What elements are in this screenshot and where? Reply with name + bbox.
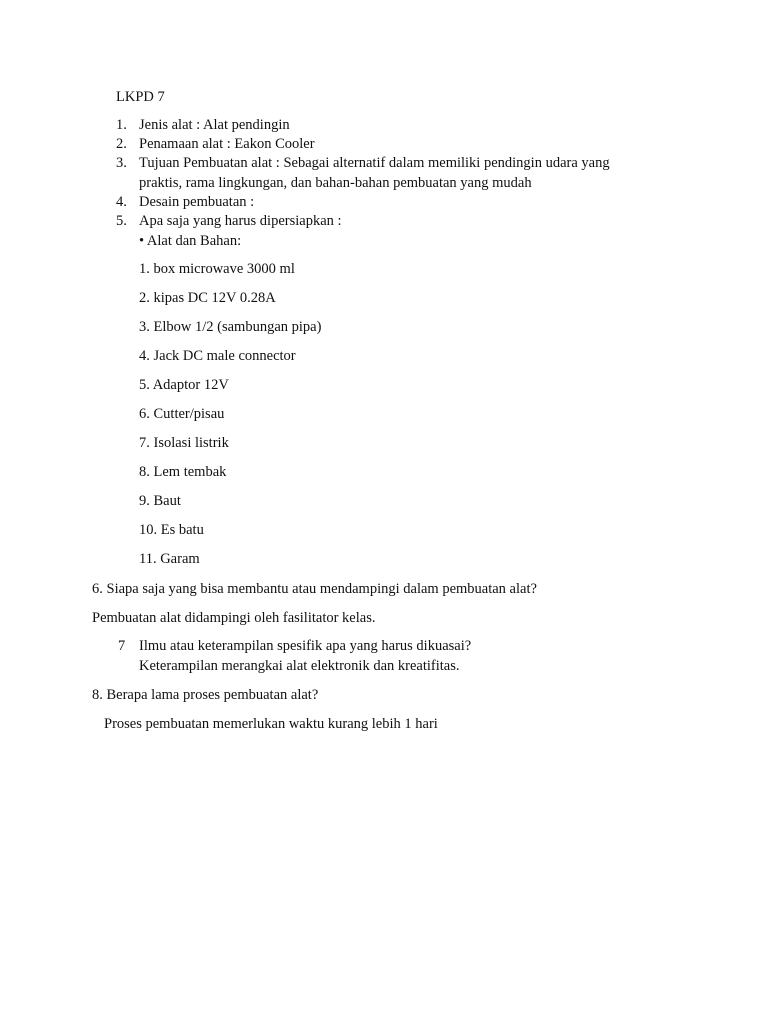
list-item-desain: Desain pembuatan : bbox=[139, 194, 255, 210]
answer-7: Keterampilan merangkai alat elektronik dan kreatifitas. bbox=[139, 658, 460, 674]
list-item-persiapan: Apa saja yang harus dipersiapkan : bbox=[139, 213, 342, 229]
list-number: 7 bbox=[118, 638, 126, 654]
list-number: 5. bbox=[116, 213, 127, 229]
list-number: 3. bbox=[116, 155, 127, 171]
material-item: 5. Adaptor 12V bbox=[139, 377, 229, 393]
material-item: 2. kipas DC 12V 0.28A bbox=[139, 290, 276, 306]
material-item: 7. Isolasi listrik bbox=[139, 435, 229, 451]
material-item: 10. Es batu bbox=[139, 522, 204, 538]
question-8: 8. Berapa lama proses pembuatan alat? bbox=[92, 687, 319, 703]
list-item-penamaan-alat: Penamaan alat : Eakon Cooler bbox=[139, 136, 315, 152]
list-item-jenis-alat: Jenis alat : Alat pendingin bbox=[139, 117, 290, 133]
material-item: 9. Baut bbox=[139, 493, 181, 509]
list-number: 1. bbox=[116, 117, 127, 133]
list-item-tujuan: Tujuan Pembuatan alat : Sebagai alternatif dalam memiliki pendingin udara yang bbox=[139, 155, 610, 171]
material-item: 3. Elbow 1/2 (sambungan pipa) bbox=[139, 319, 322, 335]
material-item: 6. Cutter/pisau bbox=[139, 406, 225, 422]
list-item-tujuan-continued: praktis, rama lingkungan, dan bahan-bahan pembuatan yang mudah bbox=[139, 175, 532, 191]
material-item: 4. Jack DC male connector bbox=[139, 348, 296, 364]
material-item: 8. Lem tembak bbox=[139, 464, 227, 480]
material-item: 1. box microwave 3000 ml bbox=[139, 261, 295, 277]
list-number: 2. bbox=[116, 136, 127, 152]
bullet-heading: • Alat dan Bahan: bbox=[139, 233, 242, 249]
material-item: 11. Garam bbox=[139, 551, 200, 567]
question-7: Ilmu atau keterampilan spesifik apa yang harus dikuasai? bbox=[139, 638, 472, 654]
question-6: 6. Siapa saja yang bisa membantu atau mendampingi dalam pembuatan alat? bbox=[92, 581, 537, 597]
answer-6: Pembuatan alat didampingi oleh fasilitator kelas. bbox=[92, 610, 376, 626]
list-number: 4. bbox=[116, 194, 127, 210]
document-title: LKPD 7 bbox=[116, 89, 165, 105]
answer-8: Proses pembuatan memerlukan waktu kurang lebih 1 hari bbox=[104, 716, 438, 732]
